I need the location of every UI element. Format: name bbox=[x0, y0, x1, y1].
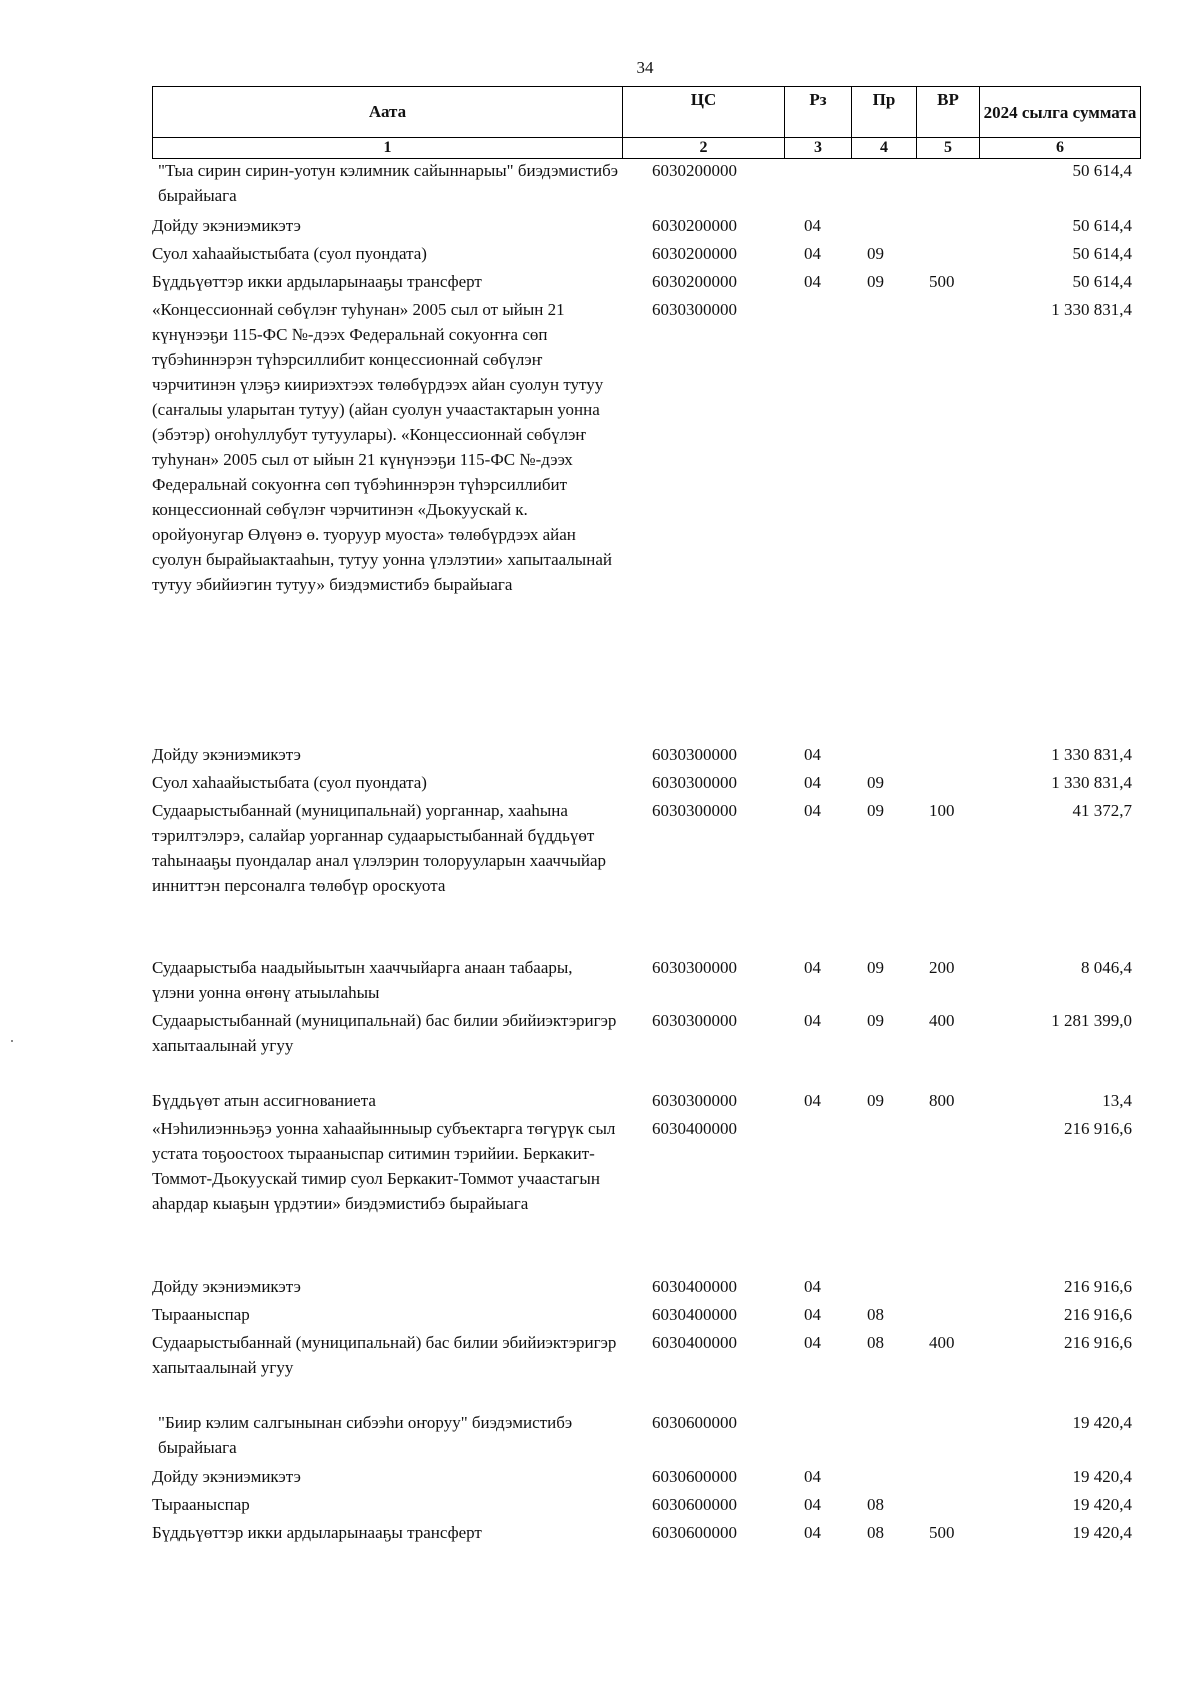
row-vr: 400 bbox=[929, 1333, 955, 1352]
row-cs: 6030600000 bbox=[652, 1523, 737, 1542]
row-sum: 216 916,6 bbox=[1064, 1333, 1132, 1352]
row-cs: 6030300000 bbox=[652, 1091, 737, 1110]
row-cs: 6030300000 bbox=[652, 1011, 737, 1030]
row-sum: 19 420,4 bbox=[1072, 1413, 1132, 1432]
row-name: Дойду экэниэмикэтэ bbox=[152, 745, 301, 764]
row-vr: 200 bbox=[929, 958, 955, 977]
row-cs: 6030300000 bbox=[652, 745, 737, 764]
row-sum: 216 916,6 bbox=[1064, 1277, 1132, 1296]
row-rz: 04 bbox=[804, 1333, 821, 1352]
row-name: Бүддьүөт атын ассигнованиета bbox=[152, 1091, 376, 1110]
header-sum: 2024 сылга суммата bbox=[980, 87, 1141, 138]
row-sum: 216 916,6 bbox=[1064, 1305, 1132, 1324]
row-name: Дойду экэниэмикэтэ bbox=[152, 1467, 301, 1486]
row-name: «Концессионнай сөбүлэҥ туһунан» 2005 сыл от ыйын 21 күнүнээҕи 115-ФС №-дээх Федеральнай сокуоҥҥа сөп түбэһиннэрэн түһэрсиллибит концессионнай сөбүлэҥ чэрчитинэн үлэҕэ киириэхтээх төлөбүрдээх айан суолун тутуу (саҥалыы уларытан тутуу) (айан суолун учаастактарын уонна (эбэтэр) оҥоһуллубут тутуулары). «Концессионнай сөбүлэҥ туһунан» 2005 сыл от ыйын 21 күнүнээҕи 115-ФС №-дээх Федеральнай сокуоҥҥа сөп түбэһиннэрэн түһэрсиллибит концессионнай сөбүлэҥ чэрчитинэн «Дьокуускай к. оройуонугар Өлүөнэ ө. туоруур муоста» төлөбүрдээх айан суолун бырайыактааһын, тутуу уонна үлэлэтии» хапытаалынай тутуу эбийиэгин тутуу» биэдэмистибэ бырайыага bbox=[152, 300, 612, 594]
row-rz: 04 bbox=[804, 1277, 821, 1296]
row-pr: 08 bbox=[867, 1333, 884, 1352]
row-rz: 04 bbox=[804, 801, 821, 820]
row-sum: 19 420,4 bbox=[1072, 1467, 1132, 1486]
row-sum: 50 614,4 bbox=[1072, 161, 1132, 180]
row-rz: 04 bbox=[804, 1011, 821, 1030]
row-cs: 6030200000 bbox=[652, 161, 737, 180]
row-sum: 13,4 bbox=[1102, 1091, 1132, 1110]
row-name: Дойду экэниэмикэтэ bbox=[152, 216, 301, 235]
row-sum: 19 420,4 bbox=[1072, 1495, 1132, 1514]
row-pr: 09 bbox=[867, 801, 884, 820]
row-rz: 04 bbox=[804, 1523, 821, 1542]
row-cs: 6030300000 bbox=[652, 773, 737, 792]
row-pr: 09 bbox=[867, 773, 884, 792]
row-rz: 04 bbox=[804, 1495, 821, 1514]
header-num-1: 1 bbox=[153, 138, 623, 159]
row-rz: 04 bbox=[804, 1091, 821, 1110]
row-name: Тырааныспар bbox=[152, 1495, 250, 1514]
header-rz: Рз bbox=[785, 87, 852, 138]
row-sum: 8 046,4 bbox=[1081, 958, 1132, 977]
row-cs: 6030400000 bbox=[652, 1333, 737, 1352]
row-pr: 09 bbox=[867, 1011, 884, 1030]
table-header bbox=[152, 86, 1141, 159]
row-rz: 04 bbox=[804, 216, 821, 235]
row-name: Суол хаһаайыстыбата (суол пуондата) bbox=[152, 244, 427, 263]
row-cs: 6030400000 bbox=[652, 1119, 737, 1138]
row-pr: 09 bbox=[867, 272, 884, 291]
row-cs: 6030400000 bbox=[652, 1277, 737, 1296]
header-num-4: 4 bbox=[852, 138, 917, 159]
header-num-2: 2 bbox=[623, 138, 785, 159]
row-sum: 216 916,6 bbox=[1064, 1119, 1132, 1138]
row-rz: 04 bbox=[804, 1467, 821, 1486]
row-cs: 6030200000 bbox=[652, 244, 737, 263]
row-vr: 800 bbox=[929, 1091, 955, 1110]
row-pr: 09 bbox=[867, 958, 884, 977]
row-cs: 6030200000 bbox=[652, 216, 737, 235]
row-rz: 04 bbox=[804, 958, 821, 977]
row-rz: 04 bbox=[804, 244, 821, 263]
header-name: Аата bbox=[153, 87, 623, 138]
header-pr: Пр bbox=[852, 87, 917, 138]
page-number: 34 bbox=[636, 58, 654, 77]
header-num-3: 3 bbox=[785, 138, 852, 159]
header-row bbox=[153, 87, 1141, 138]
row-pr: 08 bbox=[867, 1305, 884, 1324]
header-vr: ВР bbox=[917, 87, 980, 138]
row-name: Суол хаһаайыстыбата (суол пуондата) bbox=[152, 773, 427, 792]
row-sum: 1 281 399,0 bbox=[1051, 1011, 1132, 1030]
row-vr: 400 bbox=[929, 1011, 955, 1030]
row-name: "Биир кэлим салгынынан сибээһи оҥоруу" биэдэмистибэ бырайыага bbox=[158, 1413, 573, 1457]
row-name: Судаарыстыба наадыйыытын хааччыйарга анаан табаары, үлэни уонна өҥөнү атыылаһыы bbox=[152, 958, 573, 1002]
row-cs: 6030600000 bbox=[652, 1467, 737, 1486]
row-name: Судаарыстыбаннай (муниципальнай) бас билии эбийиэктэригэр хапытаалынай угуу bbox=[152, 1333, 617, 1377]
row-name: «Нэһилиэнньэҕэ уонна хаһаайынныыр субъектарга төгүрүк сыл устата тоҕоостоох тырааныспар ситимин тэрийии. Беркакит-Томмот-Дьокуускай тимир суол Беркакит-Томмот учаастагын аһардар кыаҕын үрдэтии» биэдэмистибэ бырайыага bbox=[152, 1119, 616, 1213]
row-vr: 500 bbox=[929, 1523, 955, 1542]
row-sum: 50 614,4 bbox=[1072, 216, 1132, 235]
row-pr: 09 bbox=[867, 244, 884, 263]
row-vr: 500 bbox=[929, 272, 955, 291]
row-sum: 50 614,4 bbox=[1072, 244, 1132, 263]
row-cs: 6030300000 bbox=[652, 801, 737, 820]
row-vr: 100 bbox=[929, 801, 955, 820]
row-cs: 6030200000 bbox=[652, 272, 737, 291]
row-name: Судаарыстыбаннай (муниципальнай) уорганнар, хааһына тэрилтэлэрэ, салайар уорганнар судаарыстыбаннай бүддьүөт таһынааҕы пуондалар анал үлэлэрин толорууларын хааччыйар инниттэн персоналга төлөбүр ороскуота bbox=[152, 801, 607, 895]
row-sum: 19 420,4 bbox=[1072, 1523, 1132, 1542]
row-name: Дойду экэниэмикэтэ bbox=[152, 1277, 301, 1296]
row-name: Бүддьүөттэр икки ардыларынааҕы трансферт bbox=[152, 272, 482, 291]
row-sum: 1 330 831,4 bbox=[1051, 745, 1132, 764]
header-cs: ЦС bbox=[623, 87, 785, 138]
row-sum: 1 330 831,4 bbox=[1051, 773, 1132, 792]
row-rz: 04 bbox=[804, 745, 821, 764]
row-cs: 6030300000 bbox=[652, 958, 737, 977]
row-rz: 04 bbox=[804, 272, 821, 291]
row-sum: 50 614,4 bbox=[1072, 272, 1132, 291]
row-cs: 6030600000 bbox=[652, 1413, 737, 1432]
row-pr: 09 bbox=[867, 1091, 884, 1110]
scan-speck bbox=[11, 1040, 13, 1042]
row-name: Судаарыстыбаннай (муниципальнай) бас билии эбийиэктэригэр хапытаалынай угуу bbox=[152, 1011, 617, 1055]
row-cs: 6030300000 bbox=[652, 300, 737, 319]
header-num-5: 5 bbox=[917, 138, 980, 159]
header-number-row bbox=[153, 138, 1141, 159]
row-cs: 6030400000 bbox=[652, 1305, 737, 1324]
header-num-6: 6 bbox=[980, 138, 1141, 159]
row-pr: 08 bbox=[867, 1495, 884, 1514]
row-cs: 6030600000 bbox=[652, 1495, 737, 1514]
row-rz: 04 bbox=[804, 773, 821, 792]
row-name: Тырааныспар bbox=[152, 1305, 250, 1324]
row-sum: 41 372,7 bbox=[1072, 801, 1132, 820]
row-pr: 08 bbox=[867, 1523, 884, 1542]
row-name: "Тыа сирин сирин-уотун кэлимник сайыннарыы" биэдэмистибэ бырайыага bbox=[158, 161, 619, 205]
row-sum: 1 330 831,4 bbox=[1051, 300, 1132, 319]
row-name: Бүддьүөттэр икки ардыларынааҕы трансферт bbox=[152, 1523, 482, 1542]
row-rz: 04 bbox=[804, 1305, 821, 1324]
